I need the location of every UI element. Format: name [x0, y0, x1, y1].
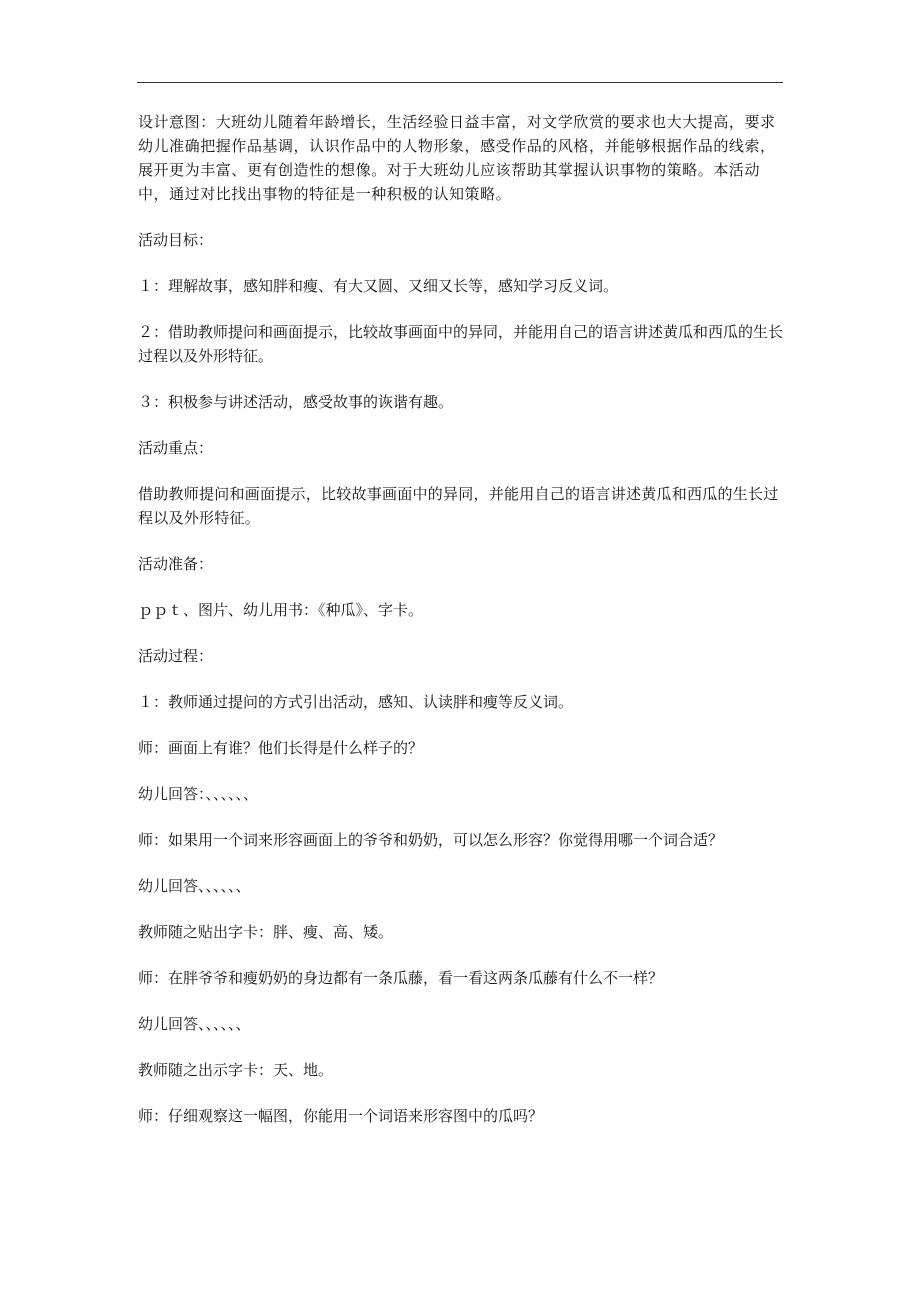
header-rule — [137, 82, 783, 83]
section-heading-goals: 活动目标： — [138, 231, 214, 249]
goal-item-1: １：理解故事，感知胖和瘦、有大又圆、又细又长等，感知学习反义词。 — [138, 277, 619, 295]
dialogue-line: 师：仔细观察这一幅图，你能用一个词语来形容图中的瓜吗？ — [138, 1107, 544, 1125]
section-heading-preparation: 活动准备： — [138, 555, 214, 573]
goal-item-2: ２：借助教师提问和画面提示，比较故事画面中的异同，并能用自己的语言讲述黄瓜和西瓜的生长过程以及外形特征。 — [138, 323, 784, 365]
document-body — [138, 110, 788, 1128]
key-points-paragraph: 借助教师提问和画面提示，比较故事画面中的异同，并能用自己的语言讲述黄瓜和西瓜的生长过程以及外形特征。 — [138, 485, 779, 527]
dialogue-line: 教师随之贴出字卡：胖、瘦、高、矮。 — [138, 923, 394, 941]
dialogue-line: 师：画面上有谁？他们长得是什么样子的？ — [138, 739, 424, 757]
dialogue-line: 师：如果用一个词来形容画面上的爷爷和奶奶，可以怎么形容？你觉得用哪一个词合适？ — [138, 831, 724, 849]
process-step-1: １：教师通过提问的方式引出活动，感知、认读胖和瘦等反义词。 — [138, 693, 574, 711]
dialogue-line: 师：在胖爷爷和瘦奶奶的身边都有一条瓜藤，看一看这两条瓜藤有什么不一样？ — [138, 969, 664, 987]
section-heading-key-points: 活动重点： — [138, 439, 214, 457]
dialogue-line: 幼儿回答、、、、、、 — [138, 1015, 251, 1033]
dialogue-line: 幼儿回答：、、、、、、 — [138, 785, 259, 803]
dialogue-line: 教师随之出示字卡：天、地。 — [138, 1061, 334, 1079]
design-intent-paragraph: 设计意图：大班幼儿随着年龄增长，生活经验日益丰富，对文学欣赏的要求也大大提高，要求幼儿准确把握作品基调，认识作品中的人物形象，感受作品的风格，并能够根据作品的线索，展开更为丰富、更有创造性的想像。对于大班幼儿应该帮助其掌握认识事物的策略。本活动中，通过对比找出事物的特征是一种积极的认知策略。 — [138, 113, 776, 203]
dialogue-line: 幼儿回答、、、、、、 — [138, 877, 251, 895]
section-heading-process: 活动过程： — [138, 647, 214, 665]
goal-item-3: ３：积极参与讲述活动，感受故事的诙谐有趣。 — [138, 393, 454, 411]
preparation-paragraph: ｐｐｔ、图片、幼儿用书：《种瓜》、字卡。 — [138, 601, 424, 619]
